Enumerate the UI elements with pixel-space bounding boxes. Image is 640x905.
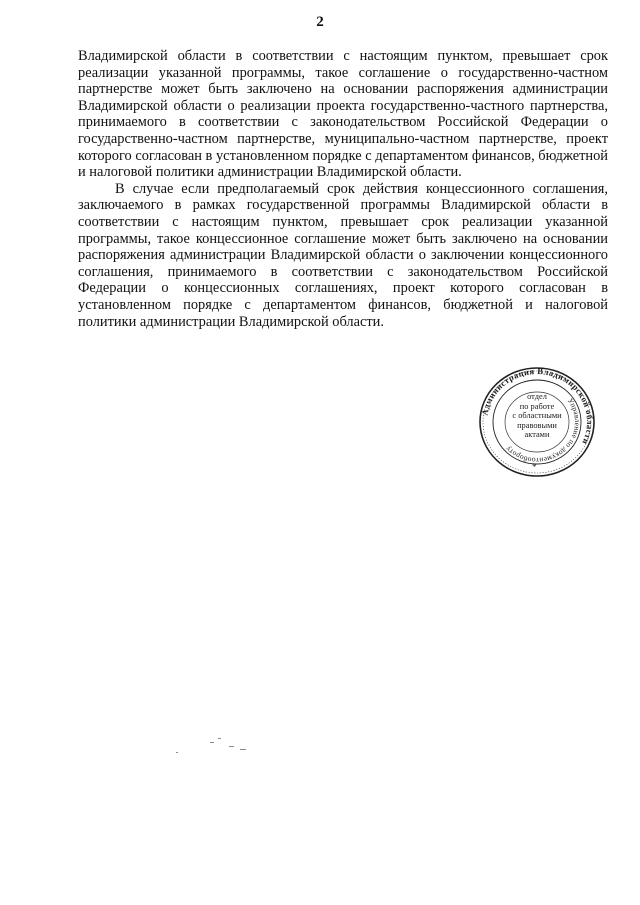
stamp-center-text xyxy=(508,392,566,440)
scan-speck xyxy=(218,738,221,739)
paragraph-concession: В случае если предполагаемый срок действия концессионного соглашения, заключаемого в рамках государственной программы Владимирской области в соответствии с настоящим пунктом, превышает срок реализации указанной программы, такое концессионное соглашение может быть заключено на основании распоряжения администрации Владимирской области о заключении концессионного соглашения, принимаемого в соответствии с законодательством Российской Федерации о концессионных соглашениях, проект которого согласован в установленном порядке с департаментом финансов, бюджетной и налоговой политики администрации Владимирской области. xyxy=(78,180,608,330)
official-stamp xyxy=(478,366,596,478)
page-number: 2 xyxy=(316,14,324,30)
stamp-center-line: отдел xyxy=(527,392,547,401)
stamp-star-icon: * xyxy=(532,462,537,472)
document-body xyxy=(78,48,608,330)
stamp-inner-text: Управление по документообороту xyxy=(503,396,583,466)
scan-speck xyxy=(229,746,234,747)
stamp-center-line: актами xyxy=(524,430,550,440)
paragraph-continuation: Владимирской области в соответствии с настоящим пунктом, превышает срок реализации указанной программы, такое соглашение о государственно-частном партнерстве может быть заключено на основании распоряжения администрации Владимирской области о реализации проекта государственно-частного партнерства, принимаемого в соответствии с законодательством Российской Федерации о государственно-частном партнерстве, муниципально-частном партнерстве, проект которого согласован в установленном порядке с департаментом финансов, бюджетной и налоговой политики администрации Владимирской области. xyxy=(78,48,608,181)
scan-speck xyxy=(210,742,214,743)
stamp-outer-text: Администрация Владимирской области xyxy=(479,365,596,447)
stamp-center-line: правовыми xyxy=(517,420,557,430)
stamp-center-line: с областными xyxy=(512,411,562,421)
scan-speck xyxy=(240,749,246,750)
stamp-center-line: по работе xyxy=(519,401,555,411)
scan-speck xyxy=(176,752,178,753)
